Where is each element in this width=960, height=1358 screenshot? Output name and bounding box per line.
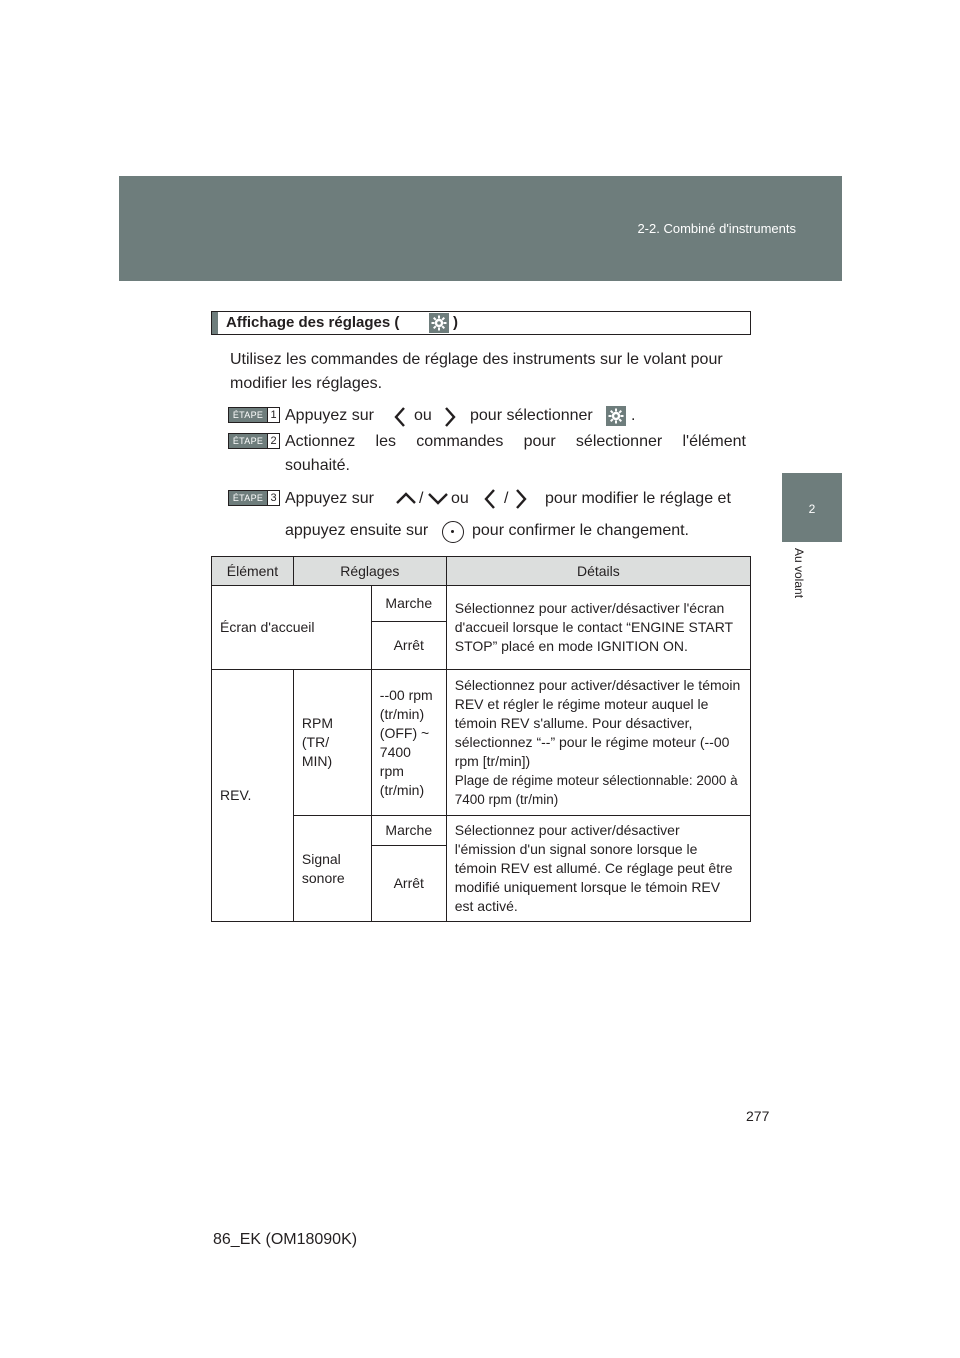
cell-signal-off: Arrêt bbox=[371, 846, 446, 922]
cell-signal-on: Marche bbox=[371, 816, 446, 846]
section-title-close: ) bbox=[453, 314, 458, 331]
cell-setting-on: Marche bbox=[371, 586, 446, 622]
chevron-right-icon bbox=[443, 406, 457, 428]
table-row bbox=[212, 586, 751, 622]
header-element: Élément bbox=[212, 557, 294, 586]
chapter-label-wrap bbox=[792, 548, 813, 618]
gear-icon bbox=[429, 313, 449, 338]
step-badge-1: ÉTAPE 1 bbox=[228, 407, 280, 423]
header-details: Détails bbox=[446, 557, 750, 586]
step-3-text: Appuyez sur / ou / pour modifier le réglage et appuyez ensuite sur pour confirmer le changement. bbox=[285, 487, 750, 547]
heading-accent-bar bbox=[212, 312, 218, 334]
chevron-up-icon bbox=[395, 491, 417, 505]
document-code: 86_EK (OM18090K) bbox=[213, 1231, 358, 1248]
settings-table bbox=[211, 556, 751, 922]
chapter-number: 2 bbox=[808, 502, 816, 516]
cell-element-welcome: Écran d'accueil bbox=[212, 586, 372, 670]
step-badge-2: ÉTAPE 2 bbox=[228, 433, 280, 449]
header-settings: Réglages bbox=[293, 557, 446, 586]
cell-rpm-range: --00 rpm (tr/min) (OFF) ~ 7400 rpm (tr/min) bbox=[371, 670, 446, 816]
section-title: Affichage des réglages ( bbox=[226, 314, 400, 331]
chevron-left-icon bbox=[393, 406, 407, 428]
chevron-right-icon bbox=[514, 488, 528, 510]
chevron-left-icon bbox=[483, 488, 497, 510]
section-heading bbox=[211, 311, 751, 335]
chapter-label: Au volant bbox=[792, 548, 806, 599]
cell-sub-signal: Signal sonore bbox=[293, 816, 371, 922]
step-badge-3: ÉTAPE 3 bbox=[228, 490, 280, 506]
chapter-tab bbox=[782, 473, 842, 542]
cell-setting-off: Arrêt bbox=[371, 622, 446, 670]
step-2-text: Actionnez les commandes pour sélectionner l'élément souhaité. bbox=[285, 433, 746, 474]
header-band bbox=[119, 176, 842, 281]
cell-details-welcome: Sélectionnez pour activer/désactiver l'écran d'accueil lorsque le contact “ENGINE START STOP” placé en mode IGNITION ON. bbox=[446, 586, 750, 670]
table-header-row bbox=[212, 557, 751, 586]
cell-sub-rpm: RPM (TR/ MIN) bbox=[293, 670, 371, 816]
cell-details-signal: Sélectionnez pour activer/désactiver l'émission d'un signal sonore lorsque le témoin REV est allumé. Ce réglage peut être modifié uniquement lorsque le témoin REV est activé. bbox=[446, 816, 750, 922]
cell-element-rev: REV. bbox=[212, 670, 294, 922]
intro-paragraph: Utilisez les commandes de réglage des instruments sur le volant pour modifier les réglages. bbox=[230, 351, 723, 392]
chevron-down-icon bbox=[427, 492, 449, 506]
header-section-title: 2-2. Combiné d'instruments bbox=[637, 221, 796, 236]
table-row bbox=[212, 670, 751, 816]
select-dot-icon bbox=[442, 521, 464, 543]
page-number: 277 bbox=[746, 1108, 770, 1124]
cell-details-rpm: Sélectionnez pour activer/désactiver le témoin REV et régler le régime moteur auquel le témoin REV s'allume. Pour désactiver, sélectionnez “--” pour le régime moteur (--00 rpm [tr/min]) Plage de régime moteur sélectionnable: 2000 à 7400 rpm (tr/min) bbox=[446, 670, 750, 816]
